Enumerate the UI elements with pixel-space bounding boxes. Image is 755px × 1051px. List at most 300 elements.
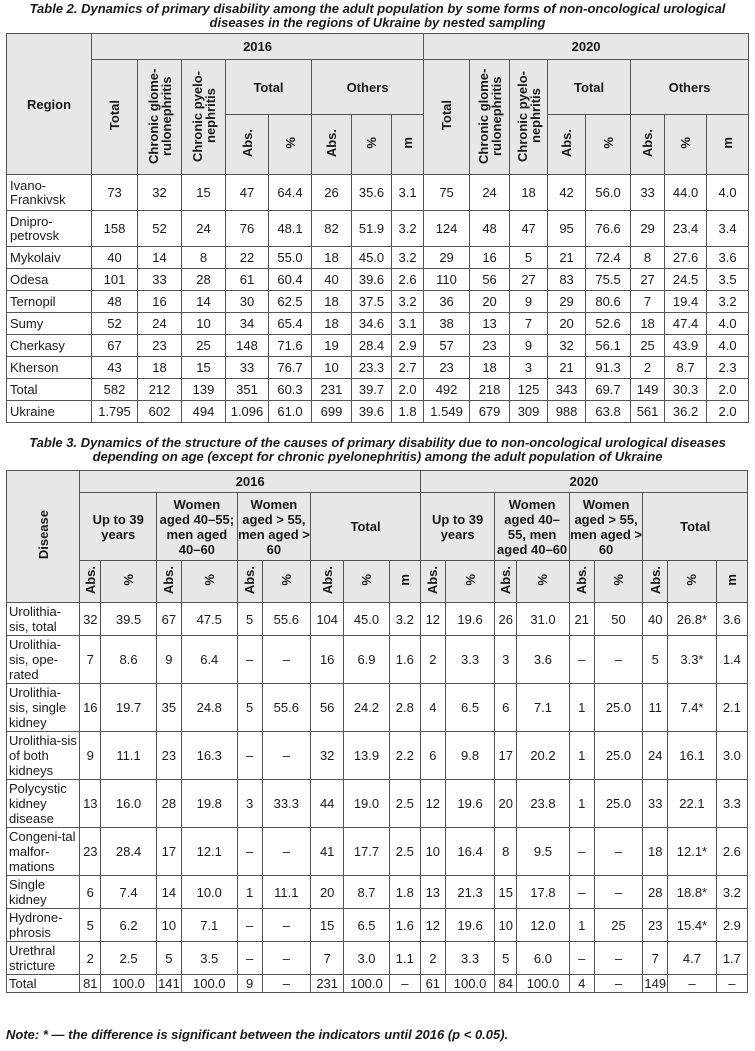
- value-cell: 15: [182, 357, 226, 379]
- value-cell: 27: [631, 269, 665, 291]
- value-cell: 124: [424, 211, 470, 247]
- value-cell: –: [237, 732, 262, 780]
- year-2020-header: 2020: [420, 471, 747, 493]
- value-cell: 2: [420, 942, 445, 975]
- age-older-header-2020: Women aged > 55, men aged > 60: [569, 493, 642, 561]
- value-cell: 6: [420, 732, 445, 780]
- value-cell: 25.0: [594, 732, 643, 780]
- value-cell: 24: [138, 313, 182, 335]
- value-cell: 14: [138, 247, 182, 269]
- value-cell: 1.4: [716, 636, 747, 684]
- value-cell: 61: [226, 269, 269, 291]
- value-cell: 3.1: [392, 175, 424, 211]
- value-cell: 52.6: [586, 313, 631, 335]
- value-cell: 33.3: [262, 780, 311, 828]
- value-cell: 2.0: [707, 401, 749, 423]
- value-cell: 2.7: [392, 357, 424, 379]
- pct-header: %: [600, 137, 616, 149]
- value-cell: 19.6: [445, 909, 495, 942]
- value-cell: 3.6: [517, 636, 570, 684]
- value-cell: 30.3: [665, 379, 707, 401]
- table2-row: [7, 335, 749, 357]
- value-cell: 100.0: [517, 975, 570, 993]
- value-cell: 9: [157, 636, 182, 684]
- value-cell: 6.9: [344, 636, 390, 684]
- value-cell: –: [262, 909, 311, 942]
- value-cell: 2.8: [389, 684, 420, 732]
- total-header-2020: Total: [643, 493, 748, 561]
- value-cell: 39.6: [352, 401, 392, 423]
- value-cell: –: [262, 975, 311, 993]
- table2-row: [7, 175, 749, 211]
- others-header: Others: [312, 60, 424, 115]
- value-cell: 6.5: [344, 909, 390, 942]
- value-cell: 10: [495, 909, 517, 942]
- value-cell: 3.0: [716, 732, 747, 780]
- value-cell: 51.9: [352, 211, 392, 247]
- value-cell: 19.4: [665, 291, 707, 313]
- value-cell: 7: [510, 313, 548, 335]
- abs-header: Abs.: [242, 565, 258, 595]
- value-cell: 21: [548, 247, 586, 269]
- value-cell: 33: [138, 269, 182, 291]
- value-cell: 2: [80, 942, 101, 975]
- value-cell: 26: [495, 603, 517, 636]
- value-cell: 71.6: [269, 335, 312, 357]
- value-cell: 32: [311, 732, 344, 780]
- value-cell: 25: [631, 335, 665, 357]
- value-cell: 28.4: [352, 335, 392, 357]
- table3-row: [7, 732, 748, 780]
- value-cell: 18: [138, 357, 182, 379]
- value-cell: 5: [237, 603, 262, 636]
- value-cell: 24.2: [344, 684, 390, 732]
- value-cell: 40: [92, 247, 138, 269]
- value-cell: 7: [311, 942, 344, 975]
- value-cell: 82: [312, 211, 352, 247]
- value-cell: 19.6: [445, 780, 495, 828]
- region-cell: Sumy: [7, 313, 92, 335]
- value-cell: 24: [643, 732, 668, 780]
- value-cell: 20: [548, 313, 586, 335]
- value-cell: 60.3: [269, 379, 312, 401]
- value-cell: 148: [226, 335, 269, 357]
- value-cell: 4.0: [707, 313, 749, 335]
- value-cell: 2: [631, 357, 665, 379]
- value-cell: 39.5: [101, 603, 157, 636]
- disease-cell: Urethral stricture: [7, 942, 80, 975]
- value-cell: 21: [569, 603, 594, 636]
- value-cell: 24.5: [665, 269, 707, 291]
- value-cell: 47: [510, 211, 548, 247]
- abs-header: Abs.: [239, 128, 255, 158]
- value-cell: 18: [312, 313, 352, 335]
- value-cell: 9.5: [517, 828, 570, 876]
- value-cell: 3.0: [344, 942, 390, 975]
- value-cell: 21: [548, 357, 586, 379]
- value-cell: 24: [182, 211, 226, 247]
- value-cell: 12: [420, 909, 445, 942]
- value-cell: 10: [182, 313, 226, 335]
- disease-cell: Urolithia-sis, ope-rated: [7, 636, 80, 684]
- value-cell: 20: [470, 291, 510, 313]
- value-cell: 1: [569, 732, 594, 780]
- value-cell: 16: [80, 684, 101, 732]
- value-cell: 33: [643, 780, 668, 828]
- value-cell: 3: [495, 636, 517, 684]
- value-cell: 32: [138, 175, 182, 211]
- value-cell: 57: [424, 335, 470, 357]
- value-cell: 1.1: [389, 942, 420, 975]
- value-cell: 8: [495, 828, 517, 876]
- value-cell: –: [594, 876, 643, 909]
- value-cell: 29: [548, 291, 586, 313]
- value-cell: 62.5: [269, 291, 312, 313]
- value-cell: 28: [157, 780, 182, 828]
- value-cell: 34.6: [352, 313, 392, 335]
- value-cell: 18: [312, 247, 352, 269]
- value-cell: 15: [182, 175, 226, 211]
- value-cell: 28: [182, 269, 226, 291]
- value-cell: 32: [80, 603, 101, 636]
- value-cell: 1: [569, 684, 594, 732]
- region-cell: Kherson: [7, 357, 92, 379]
- value-cell: 3.4: [707, 211, 749, 247]
- value-cell: 14: [182, 291, 226, 313]
- value-cell: 12.0: [517, 909, 570, 942]
- value-cell: 100.0: [181, 975, 237, 993]
- value-cell: 351: [226, 379, 269, 401]
- value-cell: 16: [138, 291, 182, 313]
- value-cell: 17: [495, 732, 517, 780]
- value-cell: 28.4: [101, 828, 157, 876]
- glom-header: Chronic glome-rulonephritis: [145, 67, 174, 164]
- value-cell: 679: [470, 401, 510, 423]
- abs-header: Abs.: [498, 565, 514, 595]
- value-cell: 125: [510, 379, 548, 401]
- value-cell: –: [569, 636, 594, 684]
- value-cell: 31.0: [517, 603, 570, 636]
- value-cell: 45.0: [344, 603, 390, 636]
- value-cell: 48: [92, 291, 138, 313]
- value-cell: –: [389, 975, 420, 993]
- value-cell: 43.9: [665, 335, 707, 357]
- value-cell: 55.6: [262, 684, 311, 732]
- value-cell: 6: [80, 876, 101, 909]
- value-cell: 7: [80, 636, 101, 684]
- year-2016-header: 2016: [92, 34, 424, 60]
- region-cell: Ivano-Frankivsk: [7, 175, 92, 211]
- value-cell: 3.5: [181, 942, 237, 975]
- value-cell: 104: [311, 603, 344, 636]
- total-header: Total: [311, 493, 421, 561]
- value-cell: 23: [157, 732, 182, 780]
- pct-header: %: [364, 137, 379, 149]
- table3-row: [7, 828, 748, 876]
- disease-cell: Total: [7, 975, 80, 993]
- value-cell: 6.0: [517, 942, 570, 975]
- value-cell: 44.0: [665, 175, 707, 211]
- value-cell: 494: [182, 401, 226, 423]
- value-cell: 141: [158, 976, 180, 991]
- total-header: Total: [107, 100, 122, 131]
- value-cell: 45.0: [352, 247, 392, 269]
- value-cell: 602: [138, 401, 182, 423]
- value-cell: 72.4: [586, 247, 631, 269]
- value-cell: 60.4: [269, 269, 312, 291]
- value-cell: 9.8: [445, 732, 495, 780]
- value-cell: 5: [495, 942, 517, 975]
- value-cell: 3.2: [392, 247, 424, 269]
- value-cell: 5: [643, 636, 668, 684]
- m-header: m: [397, 574, 413, 586]
- value-cell: 3.3: [716, 780, 747, 828]
- value-cell: 15: [311, 909, 344, 942]
- abs-header: Abs.: [319, 565, 335, 595]
- value-cell: 23.8: [517, 780, 570, 828]
- value-cell: 16.1: [668, 732, 717, 780]
- disease-cell: Congeni-tal malfor-mations: [7, 828, 80, 876]
- value-cell: 23: [470, 335, 510, 357]
- value-cell: 2.1: [716, 684, 747, 732]
- value-cell: 65.4: [269, 313, 312, 335]
- value-cell: 33: [631, 175, 665, 211]
- table3-row: [7, 636, 748, 684]
- value-cell: 40: [643, 603, 668, 636]
- value-cell: 9: [80, 732, 101, 780]
- value-cell: 110: [424, 269, 470, 291]
- value-cell: 36: [424, 291, 470, 313]
- value-cell: 22.1: [668, 780, 717, 828]
- value-cell: 6.5: [445, 684, 495, 732]
- value-cell: 75: [424, 175, 470, 211]
- value-cell: 50: [594, 603, 643, 636]
- value-cell: 11.1: [101, 732, 157, 780]
- table2-row: [7, 291, 749, 313]
- value-cell: 309: [510, 401, 548, 423]
- disease-cell: Polycystic kidney disease: [7, 780, 80, 828]
- value-cell: 20: [311, 876, 344, 909]
- value-cell: 18: [312, 291, 352, 313]
- value-cell: –: [668, 975, 717, 993]
- total-header-2020: Total: [439, 100, 455, 131]
- table3-row: [7, 909, 748, 942]
- table2-row: [7, 269, 749, 291]
- value-cell: 27.6: [665, 247, 707, 269]
- value-cell: 2.3: [707, 357, 749, 379]
- value-cell: 8.6: [101, 636, 157, 684]
- value-cell: 149: [631, 379, 665, 401]
- value-cell: 12: [420, 603, 445, 636]
- value-cell: 5: [157, 942, 182, 975]
- value-cell: 69.7: [586, 379, 631, 401]
- value-cell: 13.9: [344, 732, 390, 780]
- value-cell: 12.1*: [668, 828, 717, 876]
- value-cell: 29: [424, 247, 470, 269]
- value-cell: 63.8: [586, 401, 631, 423]
- value-cell: 13: [420, 876, 445, 909]
- abs-header: Abs.: [324, 128, 339, 158]
- value-cell: 67: [92, 335, 138, 357]
- pct-header: %: [278, 574, 294, 586]
- value-cell: 6.4: [181, 636, 237, 684]
- table3-row: [7, 876, 748, 909]
- value-cell: 21.3: [445, 876, 495, 909]
- value-cell: 1.6: [389, 909, 420, 942]
- value-cell: 11.1: [262, 876, 311, 909]
- table3-caption: Table 3. Dynamics of the structure of the causes of primary disability due to non-oncological urological diseases depending on age (except for chronic pyelonephritis) among the adult population of Ukraine: [29, 435, 726, 464]
- table2: [6, 33, 749, 423]
- value-cell: 1.7: [716, 942, 747, 975]
- table2-row: [7, 379, 749, 401]
- pyelo-header: Chronic pyelo-nephritis: [189, 70, 218, 162]
- value-cell: 1: [569, 909, 594, 942]
- region-cell: Total: [7, 379, 92, 401]
- value-cell: 24: [470, 175, 510, 211]
- abs-header: Abs.: [559, 128, 575, 158]
- value-cell: 2: [420, 636, 445, 684]
- value-cell: 7: [631, 291, 665, 313]
- value-cell: 7.4*: [668, 684, 717, 732]
- value-cell: 15: [495, 876, 517, 909]
- value-cell: 4.0: [707, 335, 749, 357]
- value-cell: 16.3: [181, 732, 237, 780]
- value-cell: 91.3: [586, 357, 631, 379]
- table3: [6, 470, 748, 993]
- value-cell: 1.8: [389, 876, 420, 909]
- value-cell: 23: [424, 357, 470, 379]
- value-cell: 2.2: [389, 732, 420, 780]
- region-cell: Cherkasy: [7, 335, 92, 357]
- value-cell: 492: [424, 379, 470, 401]
- value-cell: 343: [548, 379, 586, 401]
- value-cell: 3.2: [716, 876, 747, 909]
- value-cell: 48.1: [269, 211, 312, 247]
- value-cell: 100.0: [101, 975, 157, 993]
- value-cell: 2.9: [716, 909, 747, 942]
- value-cell: 6: [495, 684, 517, 732]
- value-cell: 101: [92, 269, 138, 291]
- value-cell: –: [594, 636, 643, 684]
- value-cell: 149: [644, 976, 667, 991]
- value-cell: –: [262, 636, 311, 684]
- value-cell: 2.0: [392, 379, 424, 401]
- disease-cell: Urolithia-sis of both kidneys: [7, 732, 80, 780]
- group-total-header-2020: Total: [548, 60, 631, 115]
- table2-row: [7, 313, 749, 335]
- table2-row: [7, 357, 749, 379]
- table-note: Note: * — the difference is significant between the indicators until 2016 (p < 0.05).: [6, 1027, 509, 1042]
- value-cell: 2.9: [392, 335, 424, 357]
- value-cell: 7: [643, 942, 668, 975]
- value-cell: 158: [92, 211, 138, 247]
- value-cell: –: [237, 909, 262, 942]
- value-cell: 23: [80, 828, 101, 876]
- value-cell: –: [594, 975, 643, 993]
- value-cell: –: [237, 636, 262, 684]
- value-cell: 4: [420, 684, 445, 732]
- value-cell: 8: [631, 247, 665, 269]
- value-cell: 37.5: [352, 291, 392, 313]
- value-cell: 11: [643, 684, 668, 732]
- value-cell: 9: [510, 335, 548, 357]
- value-cell: 10: [420, 828, 445, 876]
- value-cell: 3.5: [707, 269, 749, 291]
- value-cell: 95: [548, 211, 586, 247]
- value-cell: 52: [138, 211, 182, 247]
- table2-caption: Table 2. Dynamics of primary disability among the adult population by some forms of non-oncological urological diseases in the regions of Ukraine by nested sampling: [29, 1, 726, 30]
- value-cell: 55.6: [262, 603, 311, 636]
- value-cell: 81: [80, 975, 101, 993]
- table2-row: [7, 211, 749, 247]
- pct-header: %: [201, 574, 217, 586]
- abs-header: Abs.: [647, 565, 663, 595]
- value-cell: –: [569, 876, 594, 909]
- value-cell: 44: [311, 780, 344, 828]
- value-cell: 8: [182, 247, 226, 269]
- abs-header: Abs.: [82, 565, 98, 595]
- value-cell: 39.7: [352, 379, 392, 401]
- pyelo-header-2020: Chronic pyelo-nephritis: [514, 70, 543, 162]
- value-cell: 23: [138, 335, 182, 357]
- value-cell: 16: [470, 247, 510, 269]
- region-cell: Dnipro-petrovsk: [7, 211, 92, 247]
- value-cell: 16.0: [101, 780, 157, 828]
- value-cell: 20.2: [517, 732, 570, 780]
- pct-header: %: [462, 574, 478, 586]
- value-cell: 19.0: [344, 780, 390, 828]
- value-cell: 52: [92, 313, 138, 335]
- value-cell: 10: [312, 357, 352, 379]
- m-header: m: [400, 137, 416, 149]
- value-cell: 47.5: [181, 603, 237, 636]
- value-cell: 41: [311, 828, 344, 876]
- value-cell: 12.1: [181, 828, 237, 876]
- value-cell: 231: [311, 975, 344, 993]
- value-cell: 8.7: [665, 357, 707, 379]
- table2-row: [7, 247, 749, 269]
- value-cell: 35.6: [352, 175, 392, 211]
- age-middle-header-2020: Women aged 40–55, men aged 40–60: [495, 493, 569, 561]
- value-cell: 26.8*: [668, 603, 717, 636]
- value-cell: 18: [510, 175, 548, 211]
- value-cell: 22: [226, 247, 269, 269]
- value-cell: 47: [226, 175, 269, 211]
- abs-header: Abs.: [574, 565, 590, 595]
- value-cell: 25: [182, 335, 226, 357]
- table3-row: [7, 780, 748, 828]
- value-cell: 5: [80, 909, 101, 942]
- value-cell: 3: [510, 357, 548, 379]
- value-cell: 23: [643, 909, 668, 942]
- value-cell: 10.0: [181, 876, 237, 909]
- value-cell: –: [262, 732, 311, 780]
- glom-header-2020: Chronic glome-rulonephritis: [475, 67, 504, 164]
- value-cell: 5: [510, 247, 548, 269]
- value-cell: 1.795: [92, 401, 138, 423]
- abs-header: Abs.: [161, 565, 177, 595]
- table3-row: [7, 603, 748, 636]
- value-cell: 15.4*: [668, 909, 717, 942]
- value-cell: 3.2: [389, 603, 420, 636]
- m-header: m: [724, 574, 740, 586]
- abs-header: Abs.: [425, 565, 441, 595]
- value-cell: 84: [495, 975, 517, 993]
- value-cell: 76: [226, 211, 269, 247]
- value-cell: 9: [510, 291, 548, 313]
- value-cell: 1.549: [424, 401, 470, 423]
- value-cell: 23.3: [352, 357, 392, 379]
